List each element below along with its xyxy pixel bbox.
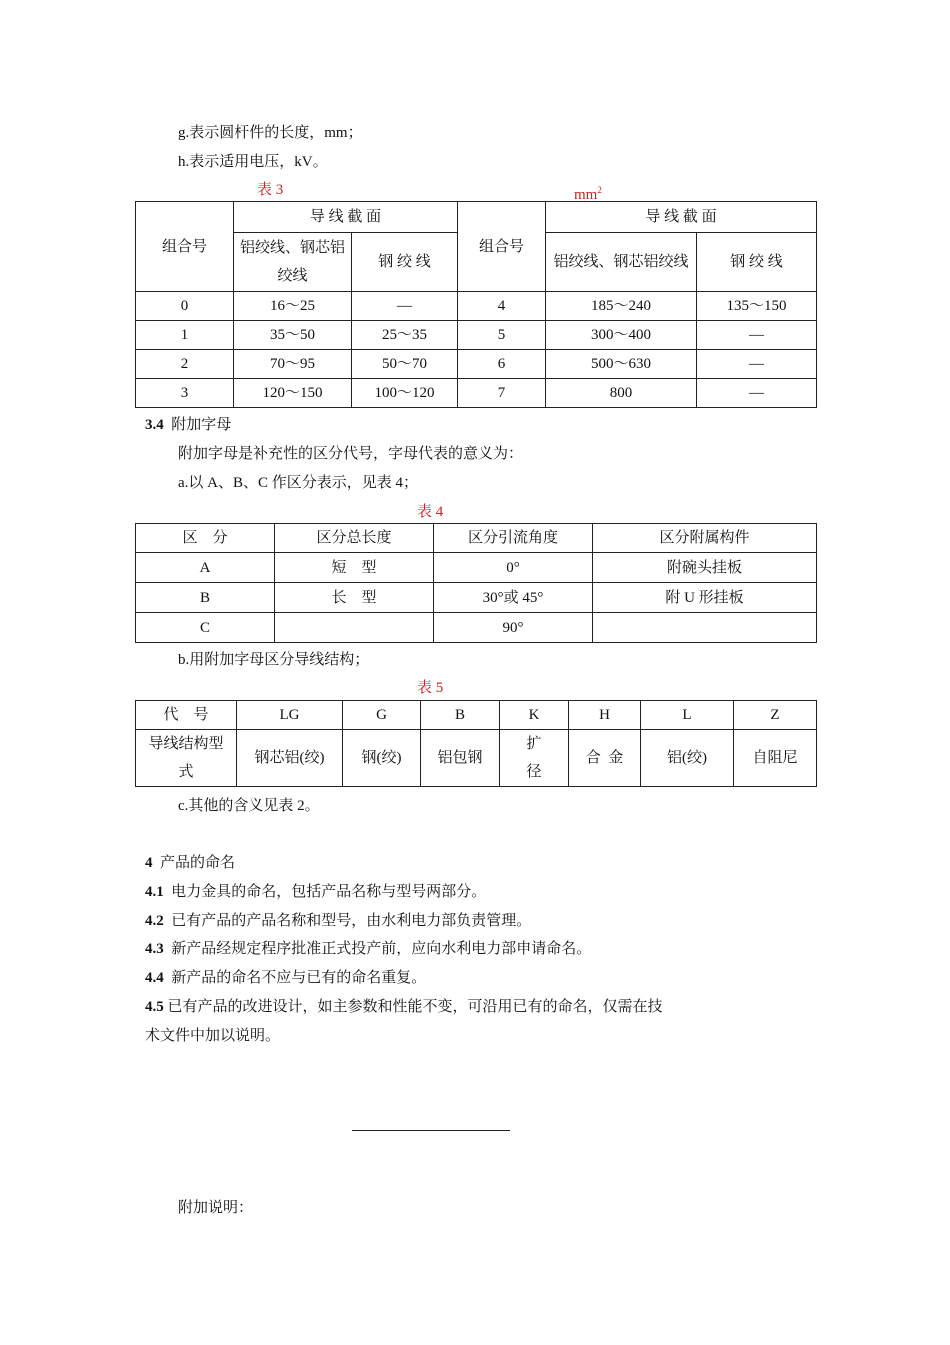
table-cell: 短 型: [275, 553, 434, 583]
item-c: c.其他的含义见表 2。: [178, 798, 320, 814]
table-cell: 100～120: [352, 379, 458, 408]
table4-row: [136, 613, 817, 643]
footer-note: 附加说明：: [178, 1200, 254, 1216]
table-cell: 0°: [434, 553, 593, 583]
section-4-5-continued: 术文件中加以说明。: [145, 1028, 281, 1044]
table5-caption: 表 5: [417, 680, 444, 696]
table-cell: 25～35: [352, 321, 458, 350]
table-cell: G: [343, 701, 421, 730]
table3-steel-header-right: 钢 绞 线: [697, 233, 817, 292]
table-cell: 70～95: [234, 350, 352, 379]
section-4-2: 4.2 已有产品的产品名称和型号，由水利电力部负责管理。: [145, 913, 532, 929]
table4-row: [136, 583, 817, 613]
table3-aluminum-header-left: 铝绞线、钢芯铝绞线: [234, 233, 352, 292]
section-4-heading: 4 产品的命名: [145, 855, 236, 871]
table-cell: K: [500, 701, 569, 730]
table-cell: 5: [458, 321, 546, 350]
table5-type-row: [136, 730, 817, 787]
table-cell: Z: [734, 701, 817, 730]
table3-unit: $mm^2$: [574, 185, 602, 203]
table-cell: 800: [546, 379, 697, 408]
table5-type-label: 导线结构型式: [136, 730, 237, 787]
table-cell: 3: [136, 379, 234, 408]
table-cell: B: [136, 583, 275, 613]
table-cell: 钢芯铝(绞): [237, 730, 343, 787]
table-cell: 90°: [434, 613, 593, 643]
section-4-3: 4.3 新产品经规定程序批准正式投产前，应向水利电力部申请命名。: [145, 941, 592, 957]
table-cell: 合 金: [569, 730, 641, 787]
table-cell: 附碗头挂板: [593, 553, 817, 583]
table4-header: 区分附属构件: [593, 524, 817, 553]
section-3-4-desc: 附加字母是补充性的区分代号，字母代表的意义为：: [178, 446, 524, 462]
table-cell: LG: [237, 701, 343, 730]
table4-header: 区 分: [136, 524, 275, 553]
table-cell: 35～50: [234, 321, 352, 350]
table-cell: 7: [458, 379, 546, 408]
table4-header: 区分总长度: [275, 524, 434, 553]
table-cell: 钢(绞): [343, 730, 421, 787]
table-cell: 120～150: [234, 379, 352, 408]
table-cell: C: [136, 613, 275, 643]
table3-aluminum-header-right: 铝绞线、钢芯铝绞线: [546, 233, 697, 292]
section-3-4-heading: 3.4 附加字母: [145, 417, 232, 433]
table-cell: 4: [458, 292, 546, 321]
table-cell: —: [697, 379, 817, 408]
table-cell: 185～240: [546, 292, 697, 321]
end-rule: [352, 1130, 510, 1131]
table3: [135, 201, 817, 408]
table4-row: [136, 553, 817, 583]
table3-row: [136, 379, 817, 408]
section-4-5: 4.5 已有产品的改进设计，如主参数和性能不变，可沿用已有的命名，仅需在技: [145, 999, 663, 1015]
section-4-4: 4.4 新产品的命名不应与已有的命名重复。: [145, 970, 427, 986]
table-cell: 长 型: [275, 583, 434, 613]
table-cell: 铝(绞): [641, 730, 734, 787]
table-cell: B: [421, 701, 500, 730]
table-cell: 50～70: [352, 350, 458, 379]
table3-section-header-right: 导 线 截 面: [546, 202, 817, 233]
table4-header: 区分引流角度: [434, 524, 593, 553]
table3-group-header-right: 组合号: [458, 202, 546, 292]
table-cell: 16～25: [234, 292, 352, 321]
table3-group-header: 组合号: [136, 202, 234, 292]
table-cell: 2: [136, 350, 234, 379]
item-b: b.用附加字母区分导线结构；: [178, 652, 370, 668]
table-cell: 30°或 45°: [434, 583, 593, 613]
table-cell: H: [569, 701, 641, 730]
table-cell: 135～150: [697, 292, 817, 321]
table3-row: [136, 292, 817, 321]
table-cell: 自阻尼: [734, 730, 817, 787]
table-cell: 500～630: [546, 350, 697, 379]
table-cell: 扩径: [500, 730, 569, 787]
table4: [135, 523, 817, 643]
table-cell: [593, 613, 817, 643]
table3-section-header-left: 导 线 截 面: [234, 202, 458, 233]
table3-row: [136, 321, 817, 350]
table5-code-label: 代 号: [136, 701, 237, 730]
table3-caption: 表 3: [257, 182, 284, 198]
section-4-1: 4.1 电力金具的命名，包括产品名称与型号两部分。: [145, 884, 487, 900]
item-a: a.以 A、B、C 作区分表示，见表 4；: [178, 475, 419, 491]
table-cell: 300～400: [546, 321, 697, 350]
table-cell: —: [352, 292, 458, 321]
table5: [135, 700, 817, 787]
table4-caption: 表 4: [417, 504, 444, 520]
intro-line-g: g.表示圆杆件的长度，mm；: [178, 125, 363, 141]
table-cell: —: [697, 350, 817, 379]
table3-steel-header-left: 钢 绞 线: [352, 233, 458, 292]
table3-row: [136, 350, 817, 379]
table-cell: 6: [458, 350, 546, 379]
table5-code-row: [136, 701, 817, 730]
table-cell: L: [641, 701, 734, 730]
table-cell: [275, 613, 434, 643]
table-cell: A: [136, 553, 275, 583]
table-cell: 1: [136, 321, 234, 350]
table-cell: —: [697, 321, 817, 350]
intro-line-h: h.表示适用电压，kV。: [178, 154, 328, 170]
table-cell: 附 U 形挂板: [593, 583, 817, 613]
table-cell: 铝包钢: [421, 730, 500, 787]
table-cell: 0: [136, 292, 234, 321]
